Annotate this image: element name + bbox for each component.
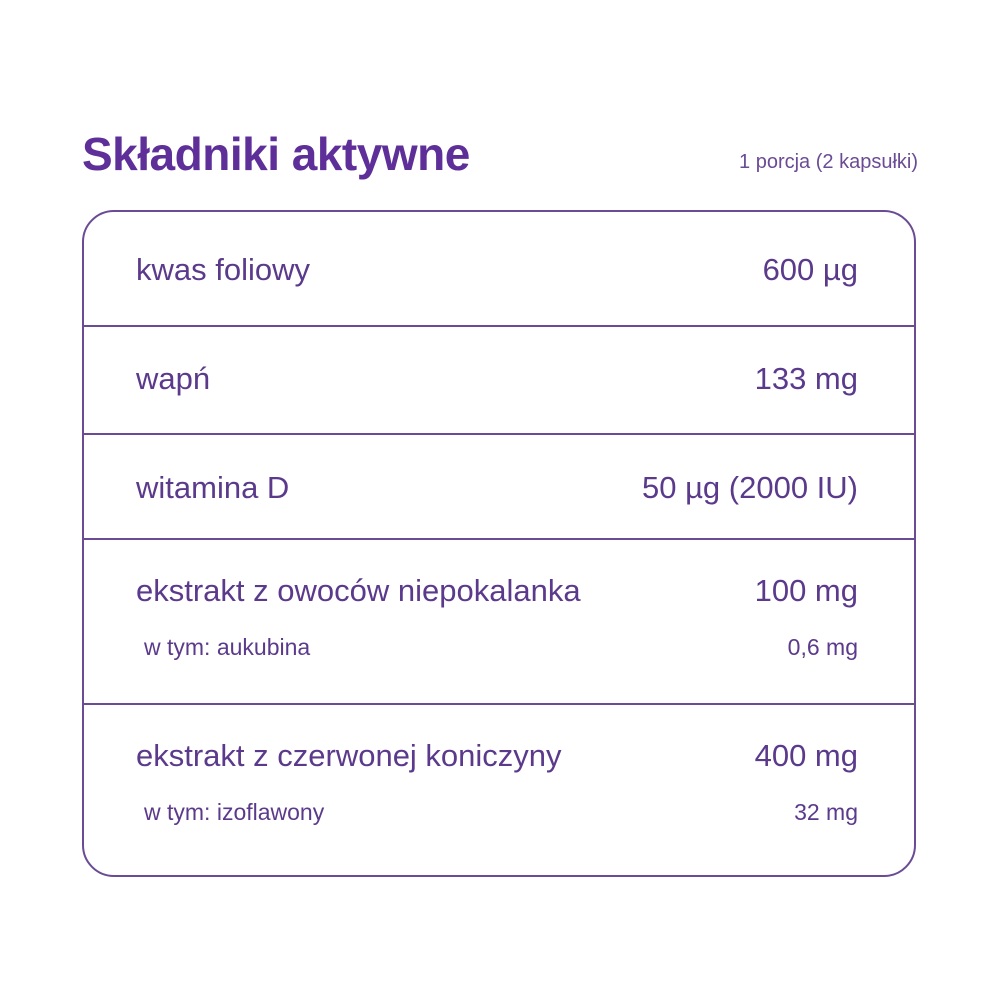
ingredient-amount: 400 mg xyxy=(754,738,858,773)
ingredients-table xyxy=(82,210,916,877)
serving-size-label: 1 porcja (2 kapsułki) xyxy=(739,151,918,173)
table-row xyxy=(84,212,914,327)
table-row xyxy=(84,703,914,877)
ingredient-name: wapń xyxy=(136,361,211,396)
sub-ingredient-amount: 0,6 mg xyxy=(787,634,858,660)
ingredient-amount: 600 µg xyxy=(762,252,858,287)
table-row xyxy=(84,325,914,433)
table-row xyxy=(84,538,914,704)
ingredient-amount: 133 mg xyxy=(754,361,858,396)
sub-ingredient-amount: 32 mg xyxy=(794,799,858,825)
ingredient-name: kwas foliowy xyxy=(136,252,310,287)
sub-ingredient-name: w tym: izoflawony xyxy=(144,799,325,825)
ingredient-amount: 50 µg (2000 IU) xyxy=(641,470,858,505)
ingredient-name: ekstrakt z owoców niepokalanka xyxy=(136,573,581,608)
ingredient-name: witamina D xyxy=(136,470,290,505)
page-title: Składniki aktywne xyxy=(82,128,470,180)
table-row xyxy=(84,433,914,539)
ingredient-name: ekstrakt z czerwonej koniczyny xyxy=(136,738,562,773)
sub-ingredient-name: w tym: aukubina xyxy=(144,634,311,660)
ingredient-amount: 100 mg xyxy=(754,573,858,608)
